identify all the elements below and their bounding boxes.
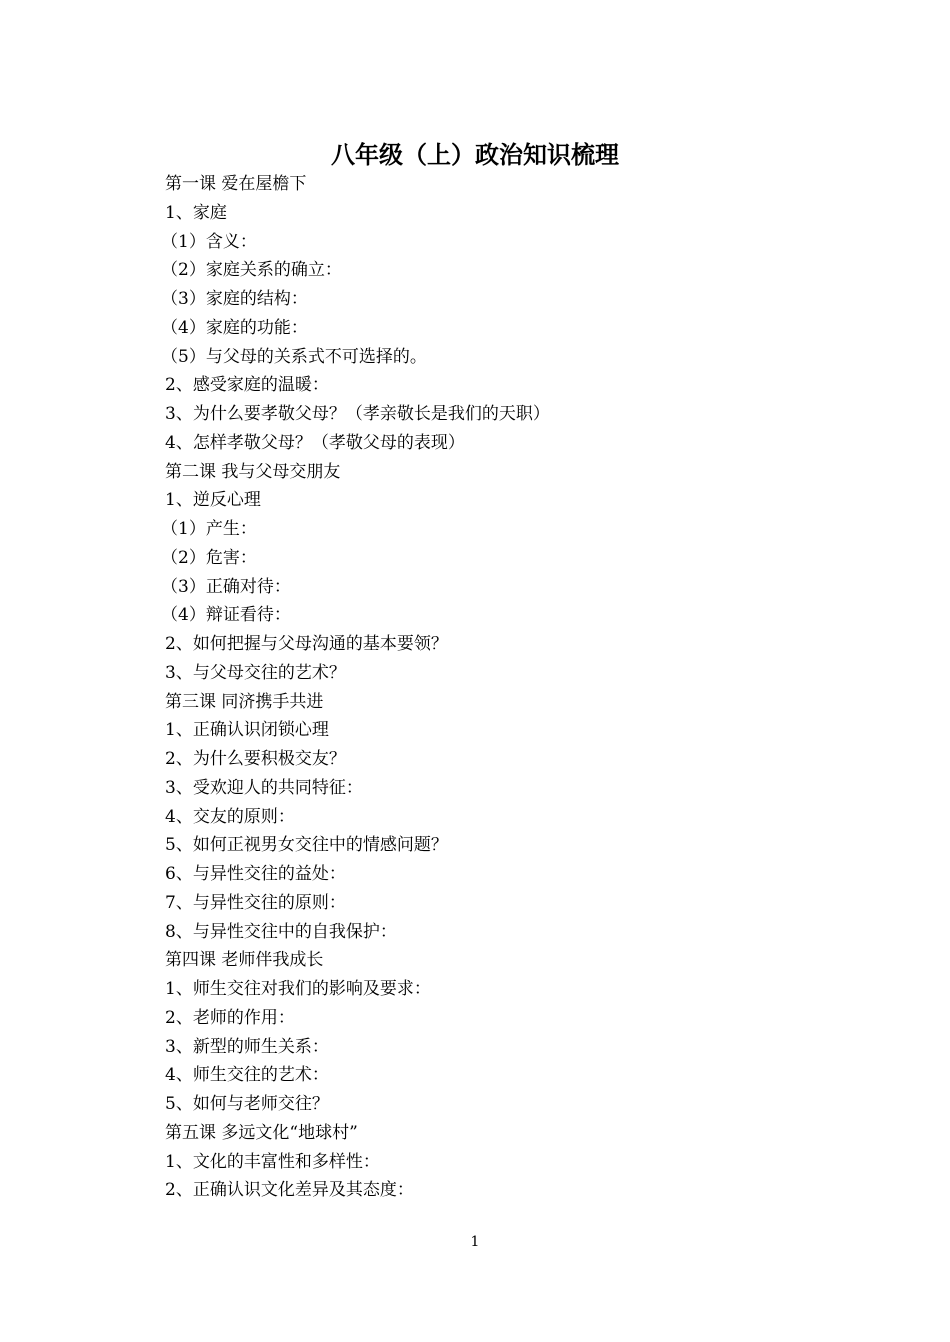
list-item: 2、老师的作用： [165,1007,295,1028]
sub-list-item: （2）家庭关系的确立： [161,260,342,281]
lesson-heading: 第四课 老师伴我成长 [165,950,324,971]
list-item: 4、怎样孝敬父母？（孝敬父母的表现） [165,432,465,453]
lesson-heading: 第一课 爱在屋檐下 [165,174,307,194]
list-item: 3、受欢迎人的共同特征： [165,777,363,798]
sub-list-item: （2）危害： [161,547,257,568]
list-item: 7、与异性交往的原则： [165,892,346,913]
sub-list-item: （3）家庭的结构： [161,289,308,309]
sub-list-item: （1）产生： [161,519,257,539]
list-item: 5、如何与老师交往？ [165,1094,329,1114]
list-item: 3、新型的师生关系： [165,1036,329,1057]
page-number: 1 [470,1234,480,1250]
list-item: 2、如何把握与父母沟通的基本要领？ [165,634,448,654]
document-body [161,170,785,1205]
sub-list-item: （4）辩证看待： [161,605,291,626]
list-item: 6、与异性交往的益处： [165,864,346,884]
sub-list-item: （4）家庭的功能： [161,317,308,338]
list-item: 4、交友的原则： [165,806,295,827]
list-item: 4、师生交往的艺术： [165,1065,329,1086]
lesson-heading: 第三课 同济携手共进 [165,691,324,712]
list-item: 1、师生交往对我们的影响及要求： [165,979,431,999]
list-item: 3、与父母交往的艺术？ [165,662,346,683]
document-title: 八年级（上）政治知识梳理 [331,140,619,169]
sub-list-item: （3）正确对待： [161,576,291,597]
lesson-heading: 第五课 多远文化“地球村” [165,1122,358,1143]
list-item: 1、逆反心理 [165,490,261,511]
sub-list-item: （5）与父母的关系式不可选择的。 [161,346,427,367]
lesson-heading: 第二课 我与父母交朋友 [165,461,341,482]
list-item: 1、文化的丰富性和多样性： [165,1151,380,1172]
list-item: 1、正确认识闭锁心理 [165,720,329,741]
sub-list-item: （1）含义： [161,231,257,252]
list-item: 1、家庭 [165,202,227,223]
list-item: 2、正确认识文化差异及其态度： [165,1180,414,1201]
list-item: 2、感受家庭的温暖： [165,375,329,396]
list-item: 2、为什么要积极交友？ [165,749,346,769]
list-item: 5、如何正视男女交往中的情感问题？ [165,835,448,856]
list-item: 8、与异性交往中的自我保护： [165,921,397,942]
list-item: 3、为什么要孝敬父母？（孝亲敬长是我们的天职） [165,404,550,424]
